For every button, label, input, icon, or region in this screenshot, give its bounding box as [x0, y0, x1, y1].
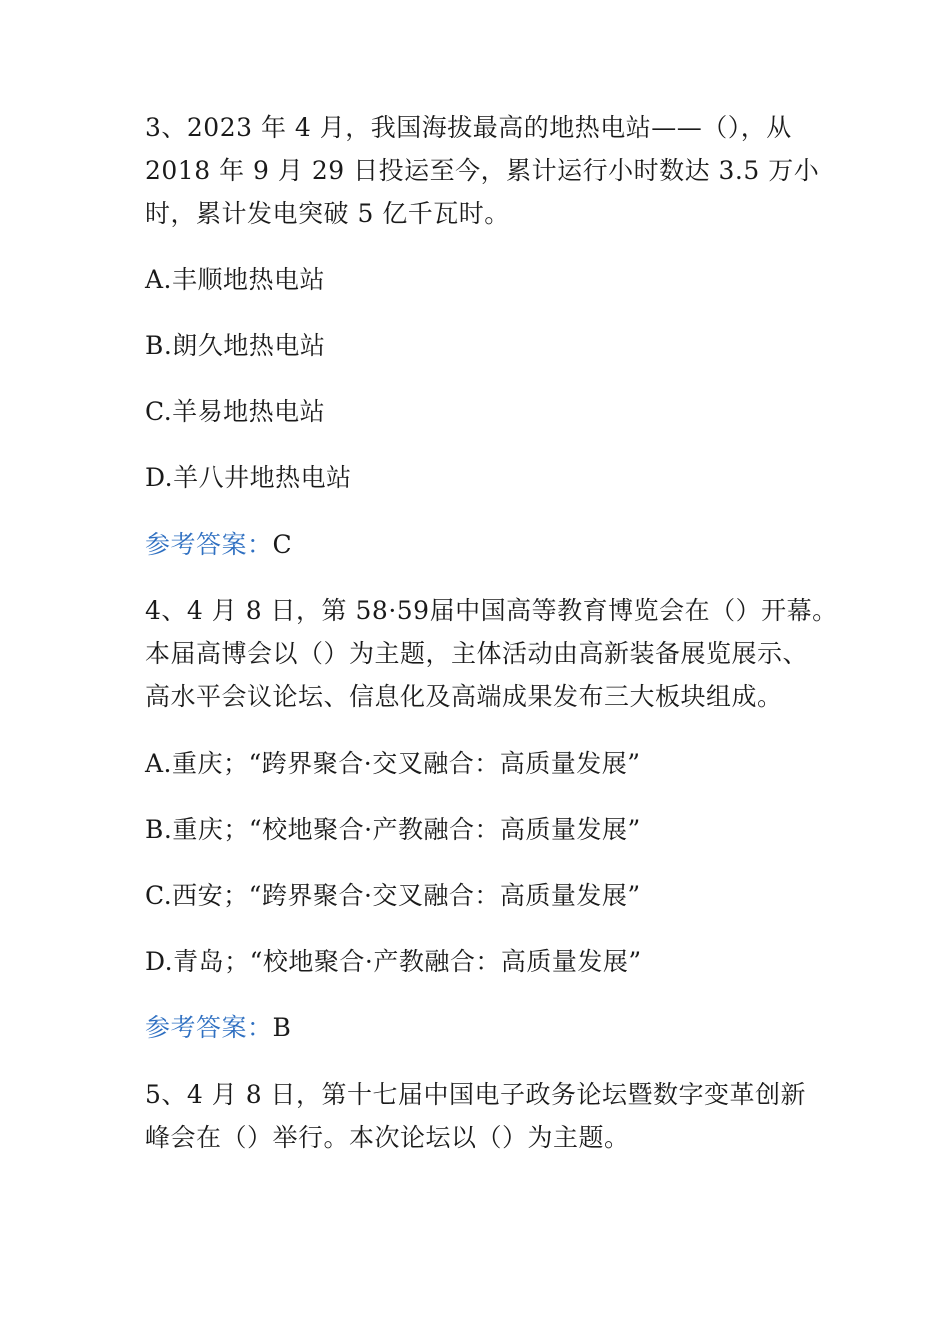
answer-label: 参考答案：: [145, 1013, 273, 1042]
question-4-stem-line-3: 高水平会议论坛、信息化及高端成果发布三大板块组成。: [145, 682, 783, 711]
answer-value: C: [272, 530, 293, 559]
question-4-answer: [145, 1013, 291, 1043]
answer-label: 参考答案：: [145, 530, 273, 559]
question-3-option-b: B.朗久地热电站: [145, 331, 326, 360]
question-3-stem-line-2: 2018 年 9 月 29 日投运至今，累计运行小时数达 3.5 万小: [145, 156, 820, 185]
question-3-option-a: A.丰顺地热电站: [145, 265, 326, 294]
question-5-stem-line-2: 峰会在（）举行。本次论坛以（）为主题。: [145, 1123, 630, 1152]
question-3-option-c: C.羊易地热电站: [145, 397, 326, 426]
question-4-option-c: C.西安；“跨界聚合·交叉融合：高质量发展”: [145, 881, 641, 910]
question-4-stem-line-2: 本届高博会以（）为主题，主体活动由高新装备展览展示、: [145, 639, 809, 668]
question-4-stem-line-1: 4、4 月 8 日，第 58·59届中国高等教育博览会在（）开幕。: [145, 596, 838, 625]
question-4-option-d: D.青岛；“校地聚合·产教融合：高质量发展”: [145, 947, 642, 976]
answer-value: B: [272, 1013, 292, 1042]
question-3-stem-line-3: 时，累计发电突破 5 亿千瓦时。: [145, 199, 510, 228]
question-5-stem-line-1: 5、4 月 8 日，第十七届中国电子政务论坛暨数字变革创新: [145, 1080, 807, 1109]
question-3-option-d: D.羊八井地热电站: [145, 463, 352, 492]
question-3-stem-line-1: 3、2023 年 4 月，我国海拔最高的地热电站——（），从: [145, 113, 792, 142]
question-4-option-b: B.重庆；“校地聚合·产教融合：高质量发展”: [145, 815, 641, 844]
question-3-answer: [145, 530, 292, 560]
question-4-option-a: A.重庆；“跨界聚合·交叉融合：高质量发展”: [145, 749, 641, 778]
